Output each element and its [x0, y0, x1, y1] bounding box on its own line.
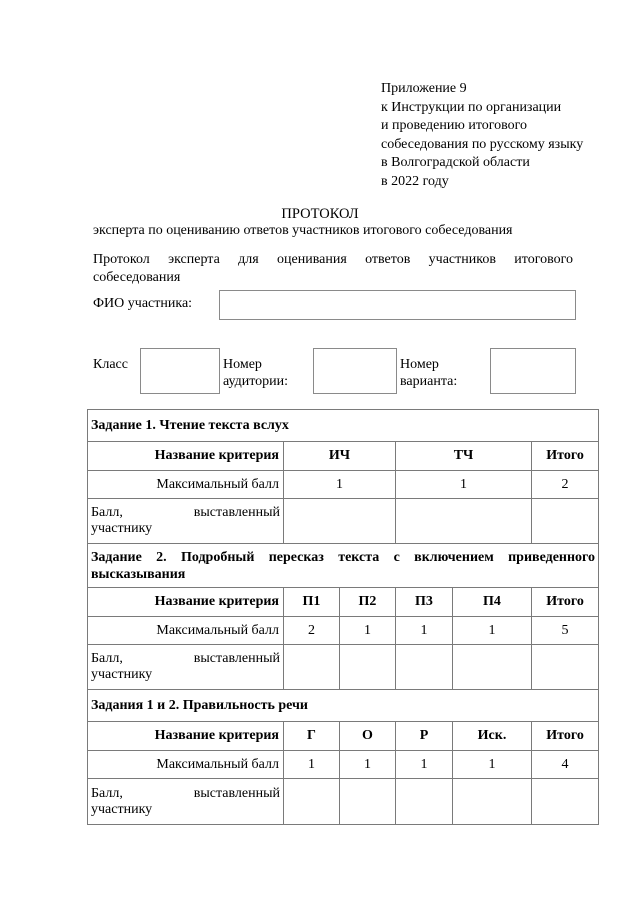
score-label	[88, 499, 284, 544]
max-isk: 1	[453, 751, 532, 779]
fio-label: ФИО участника:	[93, 296, 193, 311]
task1-criteria-row	[88, 442, 599, 471]
task12-max-row	[88, 751, 599, 779]
task2-score-row	[88, 645, 599, 690]
task12-criteria-row	[88, 722, 599, 751]
max-score-label: Максимальный балл	[88, 617, 284, 645]
max-score-label: Максимальный балл	[88, 751, 284, 779]
criterion-name-label: Название критерия	[88, 442, 284, 471]
max-ich: 1	[284, 471, 396, 499]
max-total: 5	[532, 617, 599, 645]
criterion-p1: П1	[284, 588, 340, 617]
task12-header-row	[88, 690, 599, 722]
criterion-tch: ТЧ	[396, 442, 532, 471]
score-label-word1: Балл,	[91, 651, 123, 666]
criterion-g: Г	[284, 722, 340, 751]
criterion-name-label: Название критерия	[88, 588, 284, 617]
score-label-word2: выставленный	[193, 651, 280, 666]
task2-title: Задание 2. Подробный пересказ текста с включением приведенного высказывания	[88, 544, 599, 588]
score-label-word1: Балл,	[91, 505, 123, 520]
score-input-p2[interactable]	[340, 645, 396, 690]
score-input-o[interactable]	[340, 779, 396, 825]
task1-max-row	[88, 471, 599, 499]
class-field[interactable]	[140, 348, 220, 394]
criterion-ich: ИЧ	[284, 442, 396, 471]
variant-label-line1: Номер	[400, 357, 439, 372]
room-label-line1: Номер	[223, 357, 262, 372]
score-label	[88, 645, 284, 690]
scoring-table	[87, 409, 599, 825]
criterion-p3: П3	[396, 588, 453, 617]
score-input-p4[interactable]	[453, 645, 532, 690]
max-o: 1	[340, 751, 396, 779]
fio-field[interactable]	[219, 290, 576, 320]
criterion-p2: П2	[340, 588, 396, 617]
score-input-total[interactable]	[532, 779, 599, 825]
score-input-total[interactable]	[532, 499, 599, 544]
criterion-total: Итого	[532, 588, 599, 617]
max-total: 2	[532, 471, 599, 499]
criterion-name-label: Название критерия	[88, 722, 284, 751]
criterion-isk: Иск.	[453, 722, 532, 751]
room-label-line2: аудитории:	[223, 374, 289, 389]
document-title: ПРОТОКОЛ	[281, 206, 359, 222]
score-label-word2: выставленный	[193, 505, 280, 520]
score-label-word1: Балл,	[91, 785, 123, 801]
criterion-p4: П4	[453, 588, 532, 617]
max-tch: 1	[396, 471, 532, 499]
task1-title: Задание 1. Чтение текста вслух	[88, 410, 599, 442]
document-subtitle: эксперта по оцениванию ответов участников итогового собеседования	[93, 223, 513, 238]
score-input-p1[interactable]	[284, 645, 340, 690]
task12-title: Задания 1 и 2. Правильность речи	[88, 690, 599, 722]
criterion-total: Итого	[532, 722, 599, 751]
criterion-r: Р	[396, 722, 453, 751]
score-label-word3: участнику	[91, 801, 153, 817]
appendix-note: Приложение 9 к Инструкции по организации и проведению итогового собеседования по русскому языку в Волгоградской области в 2022 году	[381, 81, 584, 189]
score-input-ich[interactable]	[284, 499, 396, 544]
score-label-word3: участнику	[91, 521, 153, 536]
variant-label-line2: варианта:	[400, 374, 458, 389]
room-field[interactable]	[313, 348, 397, 394]
score-input-isk[interactable]	[453, 779, 532, 825]
task2-header-row	[88, 544, 599, 588]
task1-header-row	[88, 410, 599, 442]
max-score-label: Максимальный балл	[88, 471, 284, 499]
score-label-word3: участнику	[91, 667, 153, 682]
max-total: 4	[532, 751, 599, 779]
task2-max-row	[88, 617, 599, 645]
max-p2: 1	[340, 617, 396, 645]
max-r: 1	[396, 751, 453, 779]
task2-criteria-row	[88, 588, 599, 617]
task12-score-row	[88, 779, 599, 825]
score-input-p3[interactable]	[396, 645, 453, 690]
class-label: Класс	[93, 357, 128, 372]
score-label-word2: выставленный	[193, 785, 280, 801]
protocol-description: Протокол эксперта для оценивания ответов участников итогового собеседования	[93, 252, 573, 285]
score-input-g[interactable]	[284, 779, 340, 825]
max-p1: 2	[284, 617, 340, 645]
criterion-o: О	[340, 722, 396, 751]
task1-score-row	[88, 499, 599, 544]
max-g: 1	[284, 751, 340, 779]
max-p4: 1	[453, 617, 532, 645]
criterion-total: Итого	[532, 442, 599, 471]
score-label	[88, 779, 284, 825]
score-input-tch[interactable]	[396, 499, 532, 544]
variant-field[interactable]	[490, 348, 576, 394]
max-p3: 1	[396, 617, 453, 645]
score-input-total[interactable]	[532, 645, 599, 690]
score-input-r[interactable]	[396, 779, 453, 825]
